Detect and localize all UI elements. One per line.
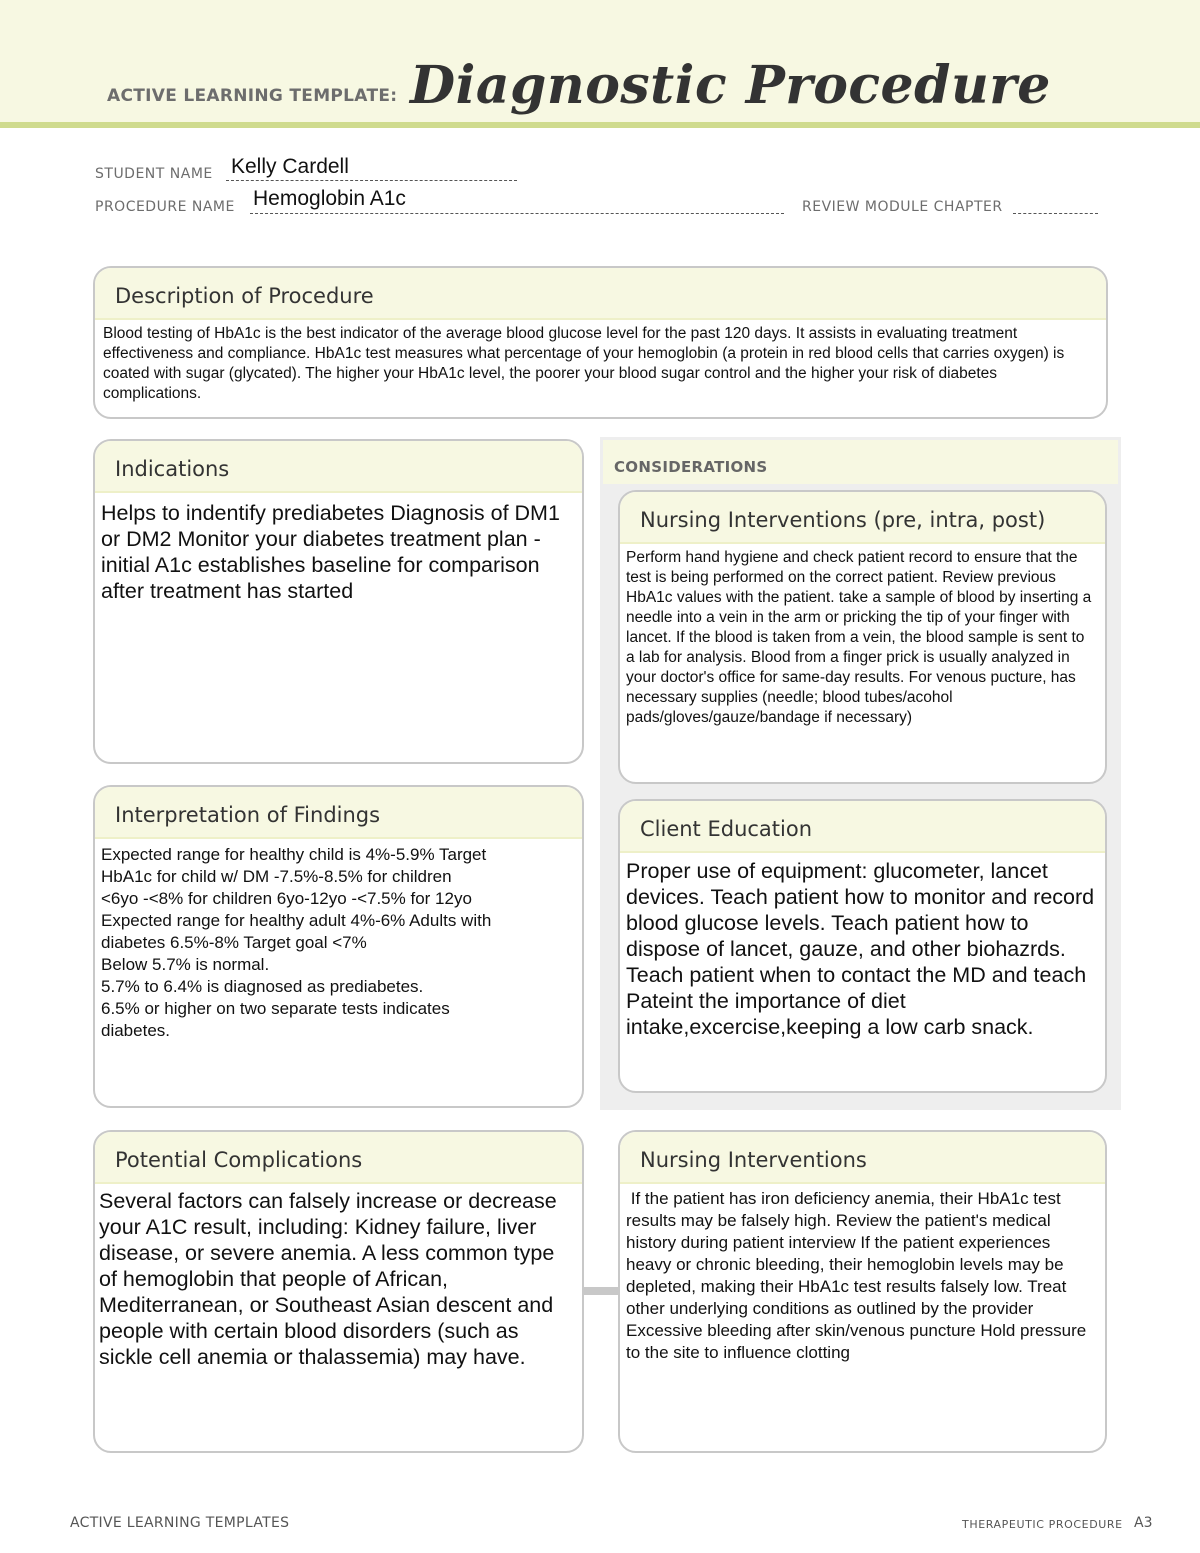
indications-heading: Indications bbox=[95, 441, 582, 493]
indications-text: Helps to indentify prediabetes Diagnosis of DM1 or DM2 Monitor your diabetes treatment plan -initial A1c establishes baseline for comparison after treatment has started bbox=[101, 501, 560, 603]
interpretation-box bbox=[93, 785, 584, 1108]
complications-text: Several factors can falsely increase or decrease your A1C result, including: Kidney failure, liver disease, or severe anemia. A less common type of hemoglobin that people of African, Mediterranean, or Southeast Asian descent and people with certain blood disorders (such as sickle cell anemia or thalassemia) may have. bbox=[99, 1189, 557, 1369]
description-box bbox=[93, 266, 1108, 419]
interpretation-line: 6.5% or higher on two separate tests indicates bbox=[101, 999, 450, 1018]
header-rule bbox=[0, 122, 1200, 128]
client-education-heading: Client Education bbox=[620, 801, 1105, 853]
indications-box bbox=[93, 439, 584, 764]
interpretation-line: Below 5.7% is normal. bbox=[101, 955, 270, 974]
complications-box bbox=[93, 1130, 584, 1453]
interpretation-line: diabetes 6.5%-8% Target goal <7% bbox=[101, 933, 367, 952]
nursing-interventions-box bbox=[618, 1130, 1107, 1453]
nursing-pre-intra-post-box bbox=[618, 490, 1107, 784]
footer-right: THERAPEUTIC PROCEDURE bbox=[962, 1518, 1123, 1531]
page-title: Diagnostic Procedure bbox=[410, 55, 1051, 116]
interpretation-line: Expected range for healthy adult 4%-6% Adults with bbox=[101, 911, 492, 930]
footer-left: ACTIVE LEARNING TEMPLATES bbox=[70, 1515, 290, 1531]
review-module-label: REVIEW MODULE CHAPTER bbox=[802, 199, 1003, 215]
considerations-label: CONSIDERATIONS bbox=[614, 458, 768, 476]
complications-heading: Potential Complications bbox=[95, 1132, 582, 1184]
nursing-pre-intra-post-heading: Nursing Interventions (pre, intra, post) bbox=[620, 492, 1105, 544]
interpretation-heading: Interpretation of Findings bbox=[95, 787, 582, 839]
interpretation-line: diabetes. bbox=[101, 1021, 170, 1040]
interpretation-line: 5.7% to 6.4% is diagnosed as prediabetes. bbox=[101, 977, 424, 996]
student-name-label: STUDENT NAME bbox=[95, 166, 213, 182]
connector-bar bbox=[583, 1287, 621, 1295]
client-education-box bbox=[618, 799, 1107, 1093]
review-module-field[interactable] bbox=[1013, 199, 1098, 214]
template-label: ACTIVE LEARNING TEMPLATE: bbox=[107, 86, 398, 106]
procedure-name-field[interactable]: Hemoglobin A1c bbox=[253, 187, 406, 210]
nursing-interventions-heading: Nursing Interventions bbox=[620, 1132, 1105, 1184]
nursing-interventions-text: If the patient has iron deficiency anemia, their HbA1c test results may be falsely high. Review the patient's medical history during patient interview If the patient experiences heavy or chronic bleeding, their hemoglobin levels may be depleted, making their HbA1c test results falsely low. Treat other underlying conditions as outlined by the provider Excessive bleeding after skin/venous puncture Hold pressure to the site to influence clotting bbox=[626, 1189, 1091, 1362]
page-number: A3 bbox=[1134, 1515, 1153, 1531]
description-text: Blood testing of HbA1c is the best indicator of the average blood glucose level for the past 120 days. It assists in evaluating treatment effectiveness and compliance. HbA1c test measures what percentage of your hemoglobin (a protein in red blood cells that carries oxygen) is coated with sugar (glycated). The higher your HbA1c level, the poorer your blood sugar control and the higher your risk of diabetes complications. bbox=[103, 325, 1065, 402]
client-education-text: Proper use of equipment: glucometer, lancet devices. Teach patient how to monitor and record blood glucose levels. Teach patient how to dispose of lancet, gauze, and other biohazrds. Teach patient when to contact the MD and teach Pateint the importance of diet intake,excercise,keeping a low carb snack. bbox=[626, 859, 1095, 1039]
description-heading: Description of Procedure bbox=[95, 268, 1106, 320]
interpretation-line: HbA1c for child w/ DM -7.5%-8.5% for children bbox=[101, 867, 452, 886]
interpretation-text bbox=[95, 839, 582, 1042]
interpretation-line: <6yo -<8% for children 6yo-12yo -<7.5% for 12yo bbox=[101, 889, 472, 908]
procedure-name-label: PROCEDURE NAME bbox=[95, 199, 235, 215]
interpretation-line: Expected range for healthy child is 4%-5.9% Target bbox=[101, 845, 487, 864]
student-name-field[interactable]: Kelly Cardell bbox=[231, 155, 349, 178]
nursing-pre-intra-post-text: Perform hand hygiene and check patient record to ensure that the test is being performed on the correct patient. Review previous HbA1c values with the patient. take a sample of blood by inserting a needle into a vein in the arm or pricking the tip of your finger with lancet. If the blood is taken from a vein, the blood sample is sent to a lab for analysis. Blood from a finger prick is usually analyzed in your doctor's office for same-day results. For venous pucture, has necessary supplies (needle; blood tubes/acohol pads/gloves/gauze/bandage if necessary) bbox=[626, 549, 1092, 726]
